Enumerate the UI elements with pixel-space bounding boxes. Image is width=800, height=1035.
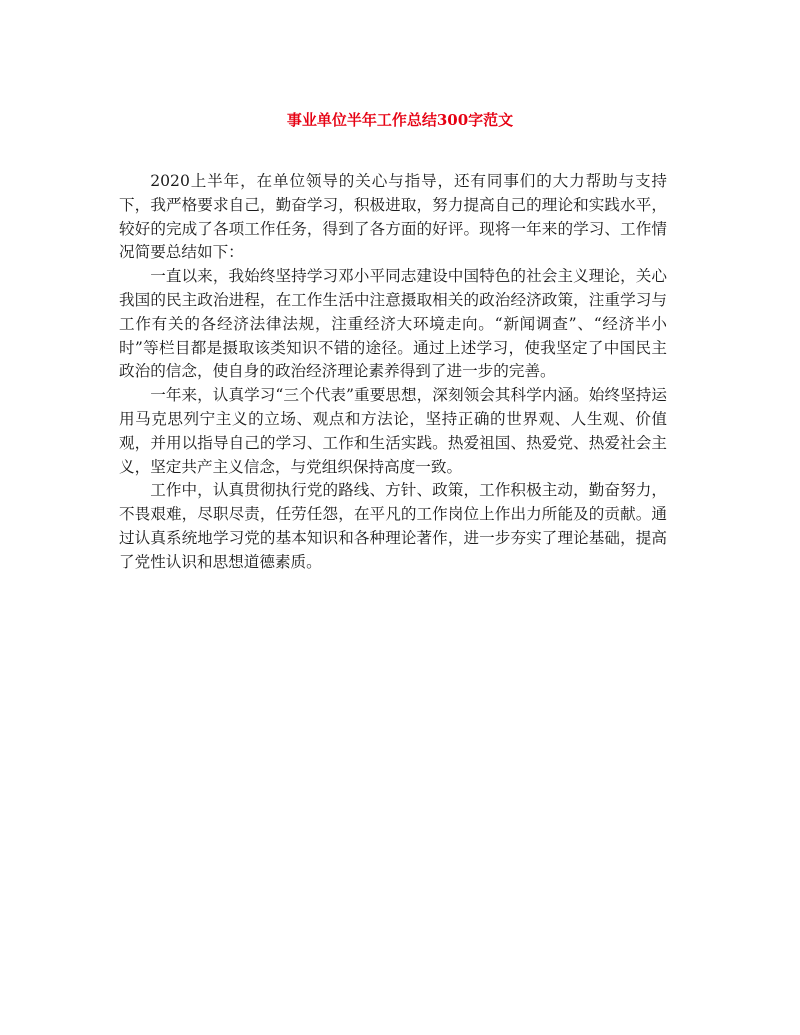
- document-title: 事业单位半年工作总结300字范文: [286, 111, 514, 129]
- document-body: [119, 170, 667, 575]
- paragraph-2: 一直以来，我始终坚持学习邓小平同志建设中国特色的社会主义理论，关心我国的民主政治进程，在工作生活中注意摄取相关的政治经济政策，注重学习与工作有关的各经济法律法规，注重经济大环境走向。“新闻调查”、“经济半小时”等栏目都是摄取该类知识不错的途径。通过上述学习，使我坚定了中国民主政治的信念，使自身的政治经济理论素养得到了进一步的完善。: [119, 267, 667, 381]
- paragraph-1: 2020上半年，在单位领导的关心与指导，还有同事们的大力帮助与支持下，我严格要求自己，勤奋学习，积极进取，努力提高自己的理论和实践水平，较好的完成了各项工作任务，得到了各方面的好评。现将一年来的学习、工作情况简要总结如下：: [119, 172, 667, 262]
- paragraph-3: 一年来，认真学习“三个代表”重要思想，深刻领会其科学内涵。始终坚持运用马克思列宁主义的立场、观点和方法论，坚持正确的世界观、人生观、价值观，并用以指导自己的学习、工作和生活实践。热爱祖国、热爱党、热爱社会主义，坚定共产主义信念，与党组织保持高度一致。: [119, 386, 667, 476]
- paragraph-4: 工作中，认真贯彻执行党的路线、方针、政策，工作积极主动，勤奋努力，不畏艰难，尽职尽责，任劳任怨，在平凡的工作岗位上作出力所能及的贡献。通过认真系统地学习党的基本知识和各种理论著作，进一步夯实了理论基础，提高了党性认识和思想道德素质。: [119, 481, 667, 571]
